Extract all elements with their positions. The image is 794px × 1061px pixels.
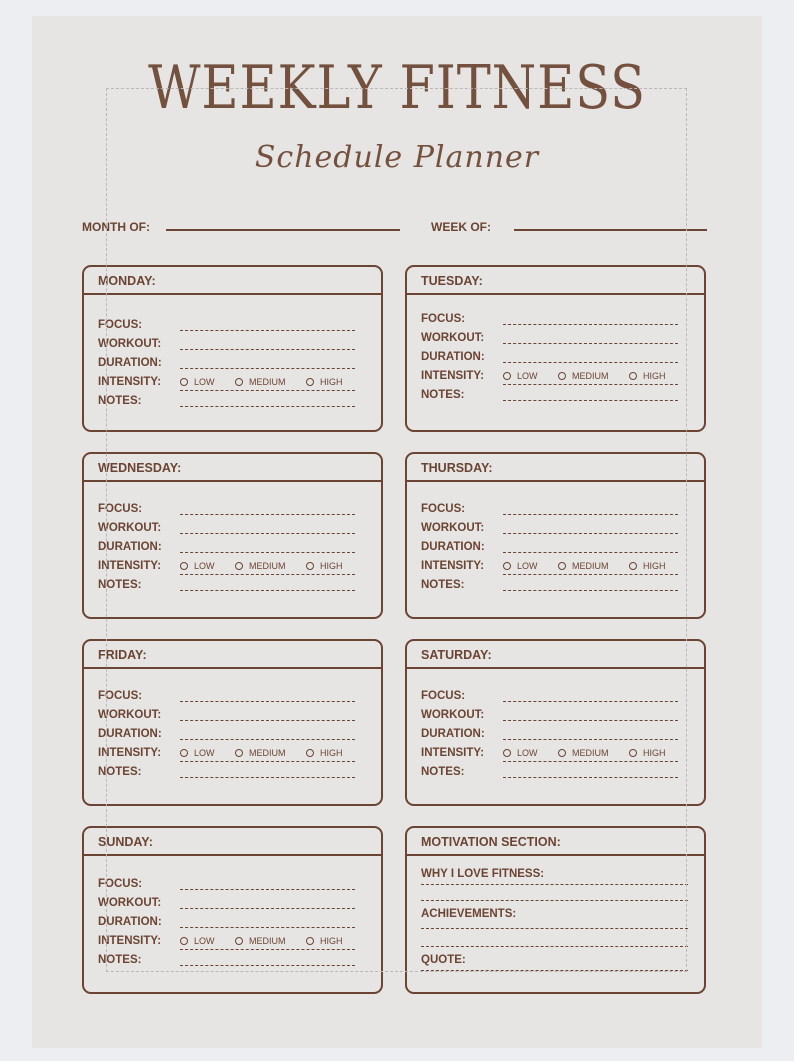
notes-row[interactable] — [421, 766, 684, 782]
intensity-low[interactable]: LOW — [503, 371, 538, 381]
intensity-label: INTENSITY: — [421, 747, 485, 759]
notes-line[interactable] — [503, 777, 678, 778]
day-title: WEDNESDAY: — [98, 461, 182, 475]
notes-label: NOTES: — [98, 766, 142, 778]
achievements-label: ACHIEVEMENTS: — [421, 908, 517, 920]
notes-row[interactable] — [421, 389, 684, 405]
workout-row[interactable] — [98, 522, 361, 538]
duration-row[interactable] — [98, 357, 361, 373]
focus-row[interactable] — [98, 878, 361, 894]
intensity-medium[interactable]: MEDIUM — [235, 561, 286, 571]
radio-icon[interactable] — [306, 749, 314, 757]
day-title: TUESDAY: — [421, 274, 483, 288]
workout-row[interactable] — [421, 522, 684, 538]
intensity-options — [503, 748, 684, 758]
day-card-header — [407, 267, 704, 295]
workout-line[interactable] — [180, 908, 355, 909]
day-card-header — [84, 828, 381, 856]
focus-row[interactable] — [421, 313, 684, 329]
intensity-low[interactable]: LOW — [180, 377, 215, 387]
focus-line[interactable] — [180, 701, 355, 702]
workout-label: WORKOUT: — [421, 522, 485, 534]
radio-icon[interactable] — [235, 562, 243, 570]
workout-line[interactable] — [503, 533, 678, 534]
intensity-options — [180, 561, 361, 571]
intensity-options — [503, 371, 684, 381]
why-line-1[interactable] — [421, 884, 688, 885]
intensity-medium[interactable]: MEDIUM — [558, 371, 609, 381]
focus-row[interactable] — [421, 690, 684, 706]
intensity-row — [421, 747, 684, 763]
workout-label: WORKOUT: — [98, 338, 162, 350]
intensity-row — [421, 370, 684, 386]
duration-line[interactable] — [180, 368, 355, 369]
focus-label: FOCUS: — [421, 503, 466, 515]
radio-icon[interactable] — [306, 378, 314, 386]
quote-line[interactable] — [421, 970, 688, 971]
intensity-medium[interactable]: MEDIUM — [558, 561, 609, 571]
day-card-sunday — [82, 826, 383, 994]
intensity-high[interactable]: HIGH — [629, 371, 666, 381]
notes-label: NOTES: — [98, 954, 142, 966]
intensity-medium[interactable]: MEDIUM — [558, 748, 609, 758]
focus-row[interactable] — [98, 319, 361, 335]
day-title: THURSDAY: — [421, 461, 493, 475]
radio-icon[interactable] — [180, 749, 188, 757]
workout-label: WORKOUT: — [98, 522, 162, 534]
month-label: MONTH OF: — [82, 220, 150, 234]
intensity-line — [180, 949, 355, 950]
intensity-line — [180, 574, 355, 575]
intensity-options — [180, 377, 361, 387]
focus-line[interactable] — [503, 324, 678, 325]
workout-line[interactable] — [503, 343, 678, 344]
focus-label: FOCUS: — [98, 319, 143, 331]
duration-label: DURATION: — [98, 541, 162, 553]
focus-line[interactable] — [180, 514, 355, 515]
duration-line[interactable] — [180, 927, 355, 928]
notes-line[interactable] — [180, 965, 355, 966]
intensity-high[interactable]: HIGH — [306, 377, 343, 387]
workout-row[interactable] — [421, 709, 684, 725]
workout-row[interactable] — [98, 897, 361, 913]
intensity-line — [503, 761, 678, 762]
why-line-2[interactable] — [421, 900, 688, 901]
radio-icon[interactable] — [629, 372, 637, 380]
radio-icon[interactable] — [180, 937, 188, 945]
motivation-header — [407, 828, 704, 856]
radio-icon[interactable] — [558, 749, 566, 757]
focus-line[interactable] — [503, 701, 678, 702]
motivation-title: MOTIVATION SECTION: — [421, 835, 561, 849]
intensity-low[interactable]: LOW — [503, 561, 538, 571]
radio-icon[interactable] — [235, 749, 243, 757]
intensity-label: INTENSITY: — [98, 935, 162, 947]
workout-label: WORKOUT: — [421, 332, 485, 344]
notes-line[interactable] — [180, 590, 355, 591]
intensity-row — [421, 560, 684, 576]
motivation-card — [405, 826, 706, 994]
workout-line[interactable] — [503, 720, 678, 721]
intensity-row — [98, 560, 361, 576]
day-card-header — [407, 454, 704, 482]
workout-row[interactable] — [98, 709, 361, 725]
intensity-high[interactable]: HIGH — [306, 936, 343, 946]
notes-row[interactable] — [98, 766, 361, 782]
intensity-low[interactable]: LOW — [503, 748, 538, 758]
duration-line[interactable] — [180, 739, 355, 740]
notes-label: NOTES: — [421, 389, 465, 401]
focus-label: FOCUS: — [98, 690, 143, 702]
notes-label: NOTES: — [421, 766, 465, 778]
day-card-wednesday — [82, 452, 383, 619]
day-card-header — [84, 641, 381, 669]
focus-row[interactable] — [98, 503, 361, 519]
notes-row[interactable] — [98, 954, 361, 970]
notes-line[interactable] — [180, 406, 355, 407]
day-card-header — [84, 267, 381, 295]
notes-row[interactable] — [98, 579, 361, 595]
radio-icon[interactable] — [306, 562, 314, 570]
day-card-tuesday — [405, 265, 706, 432]
duration-line[interactable] — [503, 362, 678, 363]
intensity-label: INTENSITY: — [98, 747, 162, 759]
intensity-low[interactable]: LOW — [180, 561, 215, 571]
radio-icon[interactable] — [306, 937, 314, 945]
intensity-options — [180, 936, 361, 946]
day-title: FRIDAY: — [98, 648, 147, 662]
intensity-label: INTENSITY: — [421, 370, 485, 382]
radio-icon[interactable] — [558, 562, 566, 570]
duration-label: DURATION: — [421, 541, 485, 553]
workout-line[interactable] — [180, 720, 355, 721]
duration-label: DURATION: — [421, 351, 485, 363]
focus-row[interactable] — [421, 503, 684, 519]
intensity-line — [180, 390, 355, 391]
achievements-line-1[interactable] — [421, 928, 688, 929]
radio-icon[interactable] — [180, 378, 188, 386]
radio-icon[interactable] — [629, 562, 637, 570]
notes-line[interactable] — [180, 777, 355, 778]
day-title: MONDAY: — [98, 274, 156, 288]
intensity-high[interactable]: HIGH — [629, 561, 666, 571]
intensity-label: INTENSITY: — [98, 376, 162, 388]
duration-row[interactable] — [98, 541, 361, 557]
workout-row[interactable] — [421, 332, 684, 348]
week-label: WEEK OF: — [431, 220, 491, 234]
intensity-medium[interactable]: MEDIUM — [235, 377, 286, 387]
workout-line[interactable] — [180, 349, 355, 350]
intensity-label: INTENSITY: — [98, 560, 162, 572]
focus-label: FOCUS: — [98, 503, 143, 515]
intensity-high[interactable]: HIGH — [629, 748, 666, 758]
notes-line[interactable] — [503, 590, 678, 591]
page-title: WEEKLY FITNESS — [148, 53, 646, 123]
notes-line[interactable] — [503, 400, 678, 401]
duration-row[interactable] — [98, 728, 361, 744]
intensity-medium[interactable]: MEDIUM — [235, 748, 286, 758]
day-card-header — [84, 454, 381, 482]
notes-label: NOTES: — [98, 395, 142, 407]
intensity-row — [98, 935, 361, 951]
radio-icon[interactable] — [558, 372, 566, 380]
notes-row[interactable] — [421, 579, 684, 595]
focus-line[interactable] — [180, 330, 355, 331]
duration-row[interactable] — [421, 351, 684, 367]
focus-row[interactable] — [98, 690, 361, 706]
radio-icon[interactable] — [503, 372, 511, 380]
day-card-saturday — [405, 639, 706, 806]
day-title: SATURDAY: — [421, 648, 492, 662]
achievements-line-2[interactable] — [421, 946, 688, 947]
radio-icon[interactable] — [235, 937, 243, 945]
notes-row[interactable] — [98, 395, 361, 411]
intensity-line — [503, 384, 678, 385]
page-subtitle: Schedule Planner — [254, 140, 540, 175]
why-label: WHY I LOVE FITNESS: — [421, 868, 545, 880]
workout-line[interactable] — [180, 533, 355, 534]
duration-row[interactable] — [421, 728, 684, 744]
intensity-high[interactable]: HIGH — [306, 561, 343, 571]
day-card-thursday — [405, 452, 706, 619]
radio-icon[interactable] — [503, 749, 511, 757]
workout-label: WORKOUT: — [98, 897, 162, 909]
radio-icon[interactable] — [503, 562, 511, 570]
focus-label: FOCUS: — [421, 690, 466, 702]
intensity-options — [503, 561, 684, 571]
intensity-options — [180, 748, 361, 758]
radio-icon[interactable] — [235, 378, 243, 386]
duration-row[interactable] — [98, 916, 361, 932]
day-title: SUNDAY: — [98, 835, 153, 849]
intensity-label: INTENSITY: — [421, 560, 485, 572]
workout-row[interactable] — [98, 338, 361, 354]
day-card-monday — [82, 265, 383, 432]
quote-label: QUOTE: — [421, 954, 466, 966]
month-field[interactable] — [166, 229, 400, 231]
focus-line[interactable] — [503, 514, 678, 515]
day-card-header — [407, 641, 704, 669]
duration-label: DURATION: — [98, 357, 162, 369]
focus-label: FOCUS: — [98, 878, 143, 890]
intensity-row — [98, 747, 361, 763]
duration-label: DURATION: — [98, 728, 162, 740]
workout-label: WORKOUT: — [421, 709, 485, 721]
focus-line[interactable] — [180, 889, 355, 890]
intensity-low[interactable]: LOW — [180, 748, 215, 758]
notes-label: NOTES: — [98, 579, 142, 591]
intensity-low[interactable]: LOW — [180, 936, 215, 946]
day-card-friday — [82, 639, 383, 806]
radio-icon[interactable] — [629, 749, 637, 757]
focus-label: FOCUS: — [421, 313, 466, 325]
duration-label: DURATION: — [98, 916, 162, 928]
intensity-high[interactable]: HIGH — [306, 748, 343, 758]
workout-label: WORKOUT: — [98, 709, 162, 721]
intensity-line — [503, 574, 678, 575]
duration-label: DURATION: — [421, 728, 485, 740]
duration-line[interactable] — [180, 552, 355, 553]
duration-line[interactable] — [503, 739, 678, 740]
week-field[interactable] — [514, 229, 707, 231]
duration-line[interactable] — [503, 552, 678, 553]
intensity-row — [98, 376, 361, 392]
notes-label: NOTES: — [421, 579, 465, 591]
intensity-medium[interactable]: MEDIUM — [235, 936, 286, 946]
duration-row[interactable] — [421, 541, 684, 557]
radio-icon[interactable] — [180, 562, 188, 570]
intensity-line — [180, 761, 355, 762]
